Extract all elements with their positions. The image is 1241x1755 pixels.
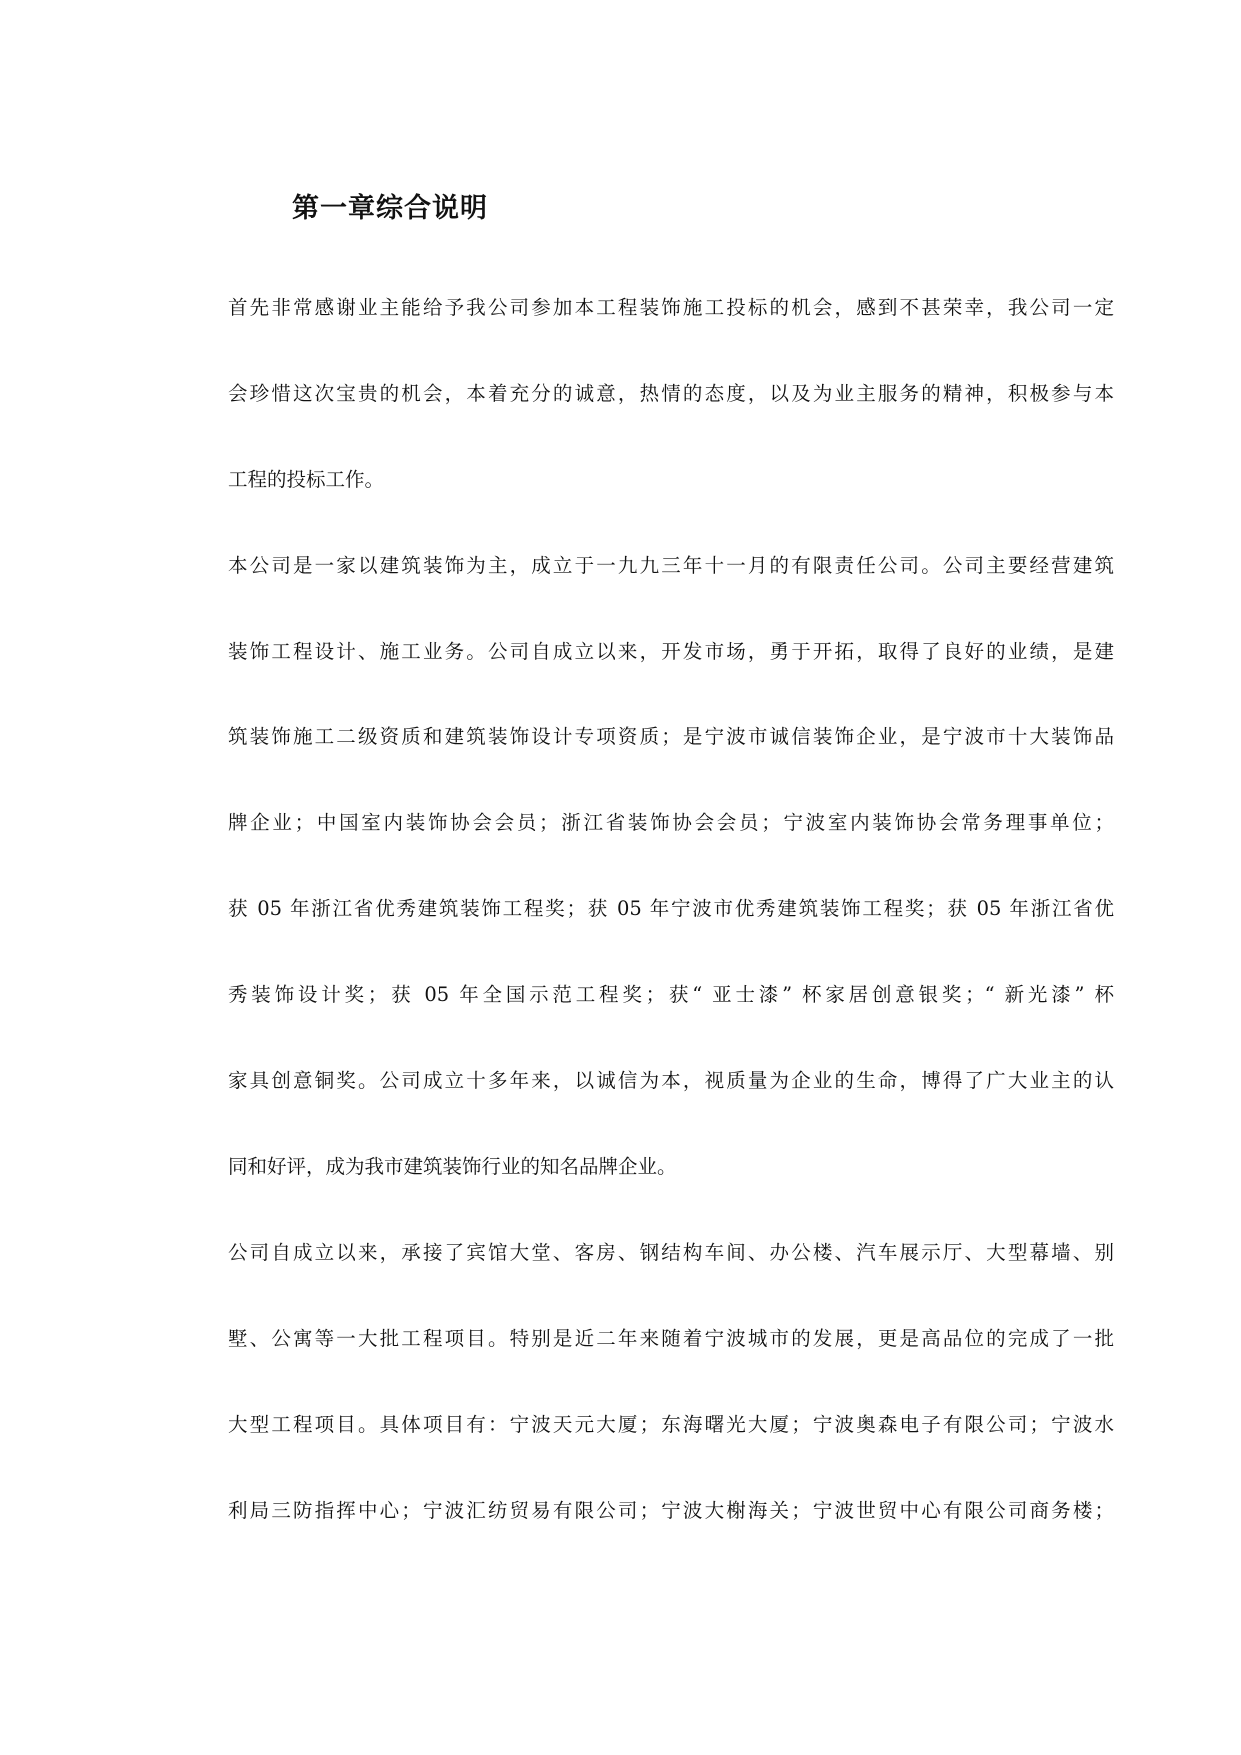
text-line: 墅、公寓等一大批工程项目。特别是近二年来随着宁波城市的发展，更是高品位的完成了一批	[228, 1327, 1114, 1350]
text-line: 本公司是一家以建筑装饰为主，成立于一九九三年十一月的有限责任公司。公司主要经营建筑	[228, 554, 1114, 577]
text-line: 筑装饰施工二级资质和建筑装饰设计专项资质；是宁波市诚信装饰企业，是宁波市十大装饰品	[228, 725, 1114, 748]
text-line: 首先非常感谢业主能给予我公司参加本工程装饰施工投标的机会，感到不甚荣幸，我公司一定	[228, 296, 1114, 319]
text-line: 工程的投标工作。	[228, 468, 385, 491]
chapter-heading: 第一章综合说明	[292, 193, 488, 224]
text-line: 秀装饰设计奖；获 05 年全国示范工程奖；获“ 亚士漆” 杯家居创意银奖；“ 新光漆” 杯	[228, 983, 1114, 1006]
text-line: 大型工程项目。具体项目有：宁波天元大厦；东海曙光大厦；宁波奥森电子有限公司；宁波水	[228, 1413, 1114, 1436]
text-line: 装饰工程设计、施工业务。公司自成立以来，开发市场，勇于开拓，取得了良好的业绩，是建	[228, 640, 1114, 663]
text-line: 公司自成立以来，承接了宾馆大堂、客房、钢结构车间、办公楼、汽车展示厅、大型幕墙、别	[228, 1241, 1114, 1264]
text-line: 同和好评，成为我市建筑装饰行业的知名品牌企业。	[228, 1155, 677, 1178]
text-line: 牌企业；中国室内装饰协会会员；浙江省装饰协会会员；宁波室内装饰协会常务理事单位；	[228, 811, 1114, 834]
text-line: 会珍惜这次宝贵的机会，本着充分的诚意，热情的态度，以及为业主服务的精神，积极参与本	[228, 382, 1114, 405]
text-line: 获 05 年浙江省优秀建筑装饰工程奖；获 05 年宁波市优秀建筑装饰工程奖；获 05 年浙江省优	[228, 897, 1114, 920]
text-line: 利局三防指挥中心；宁波汇纺贸易有限公司；宁波大榭海关；宁波世贸中心有限公司商务楼；	[228, 1499, 1114, 1522]
text-line: 家具创意铜奖。公司成立十多年来，以诚信为本，视质量为企业的生命，博得了广大业主的认	[228, 1069, 1114, 1092]
